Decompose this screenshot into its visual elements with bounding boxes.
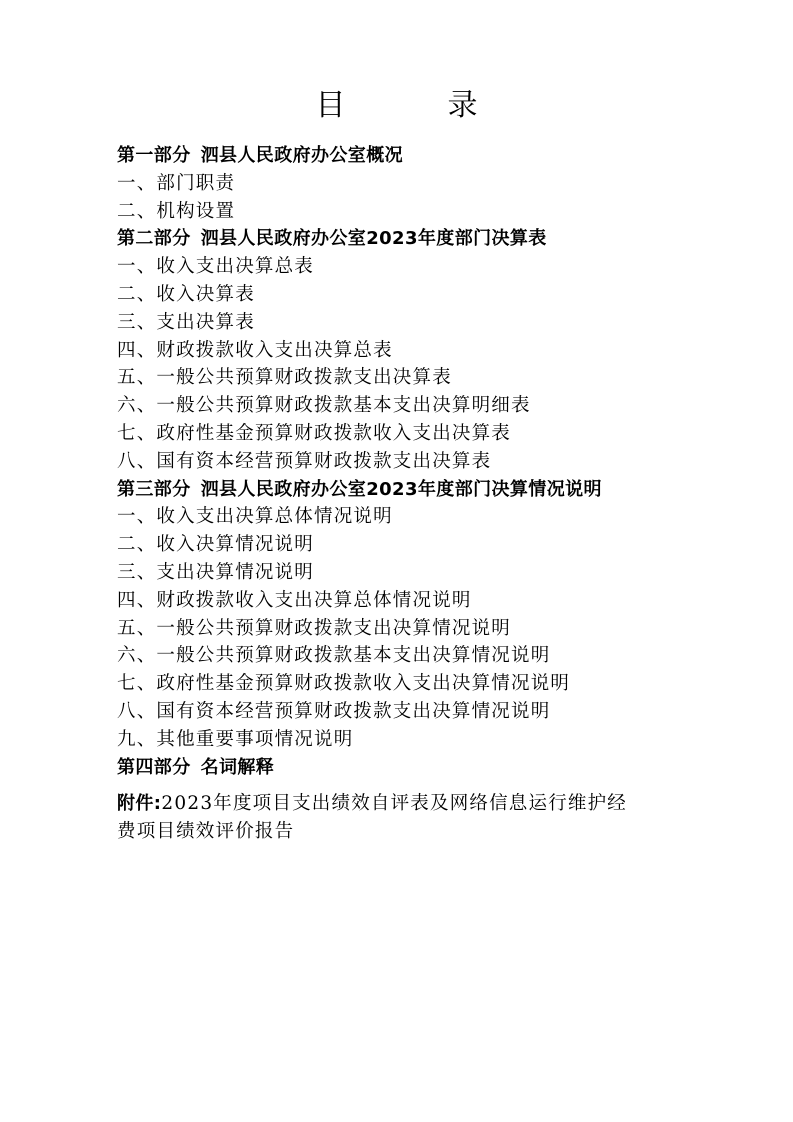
attachment-text-line2: 费项目绩效评价报告 bbox=[117, 821, 295, 842]
section-title: 名词解释 bbox=[200, 756, 275, 778]
page-title: 目 录 bbox=[315, 88, 514, 123]
toc-item[interactable]: 七、政府性基金预算财政拨款收入支出决算表 bbox=[117, 422, 512, 444]
section-title: 泗县人民政府办公室2023年度部门决算情况说明 bbox=[200, 478, 602, 500]
toc-item[interactable]: 一、收入支出决算总表 bbox=[117, 256, 315, 278]
toc-item[interactable]: 二、机构设置 bbox=[117, 200, 236, 222]
toc-item[interactable]: 七、政府性基金预算财政拨款收入支出决算情况说明 bbox=[117, 673, 571, 695]
section-label: 第二部分 bbox=[117, 228, 191, 250]
toc-section-heading[interactable] bbox=[117, 225, 717, 253]
table-of-contents bbox=[117, 142, 717, 781]
section-label: 第一部分 bbox=[117, 145, 191, 166]
toc-item[interactable]: 八、国有资本经营预算财政拨款支出决算表 bbox=[117, 450, 492, 472]
attachment-entry bbox=[117, 790, 677, 846]
toc-section-heading[interactable] bbox=[117, 142, 717, 170]
section-label: 第三部分 bbox=[117, 478, 191, 500]
toc-item[interactable]: 九、其他重要事项情况说明 bbox=[117, 728, 354, 750]
section-label: 第四部分 bbox=[117, 756, 191, 778]
toc-item[interactable]: 八、国有资本经营预算财政拨款支出决算情况说明 bbox=[117, 700, 551, 722]
toc-item[interactable]: 一、收入支出决算总体情况说明 bbox=[117, 506, 393, 528]
toc-item[interactable]: 五、一般公共预算财政拨款支出决算表 bbox=[117, 367, 452, 389]
toc-item[interactable]: 六、一般公共预算财政拨款基本支出决算明细表 bbox=[117, 395, 531, 417]
toc-section-heading[interactable] bbox=[117, 754, 717, 782]
section-title: 泗县人民政府办公室2023年度部门决算表 bbox=[200, 228, 547, 250]
toc-item[interactable]: 五、一般公共预算财政拨款支出决算情况说明 bbox=[117, 617, 512, 639]
attachment-label: 附件: bbox=[117, 793, 162, 814]
toc-item[interactable]: 六、一般公共预算财政拨款基本支出决算情况说明 bbox=[117, 645, 551, 667]
toc-item[interactable]: 三、支出决算情况说明 bbox=[117, 561, 315, 583]
toc-item[interactable]: 四、财政拨款收入支出决算总表 bbox=[117, 339, 393, 361]
toc-item[interactable]: 二、收入决算表 bbox=[117, 283, 255, 305]
toc-item[interactable]: 二、收入决算情况说明 bbox=[117, 534, 315, 556]
section-title: 泗县人民政府办公室概况 bbox=[200, 145, 404, 166]
toc-item[interactable]: 一、部门职责 bbox=[117, 172, 236, 194]
attachment-text-line1: 2023年度项目支出绩效自评表及网络信息运行维护经 bbox=[161, 793, 627, 814]
toc-item[interactable]: 三、支出决算表 bbox=[117, 311, 255, 333]
toc-section-heading[interactable] bbox=[117, 476, 717, 504]
toc-item[interactable]: 四、财政拨款收入支出决算总体情况说明 bbox=[117, 589, 472, 611]
